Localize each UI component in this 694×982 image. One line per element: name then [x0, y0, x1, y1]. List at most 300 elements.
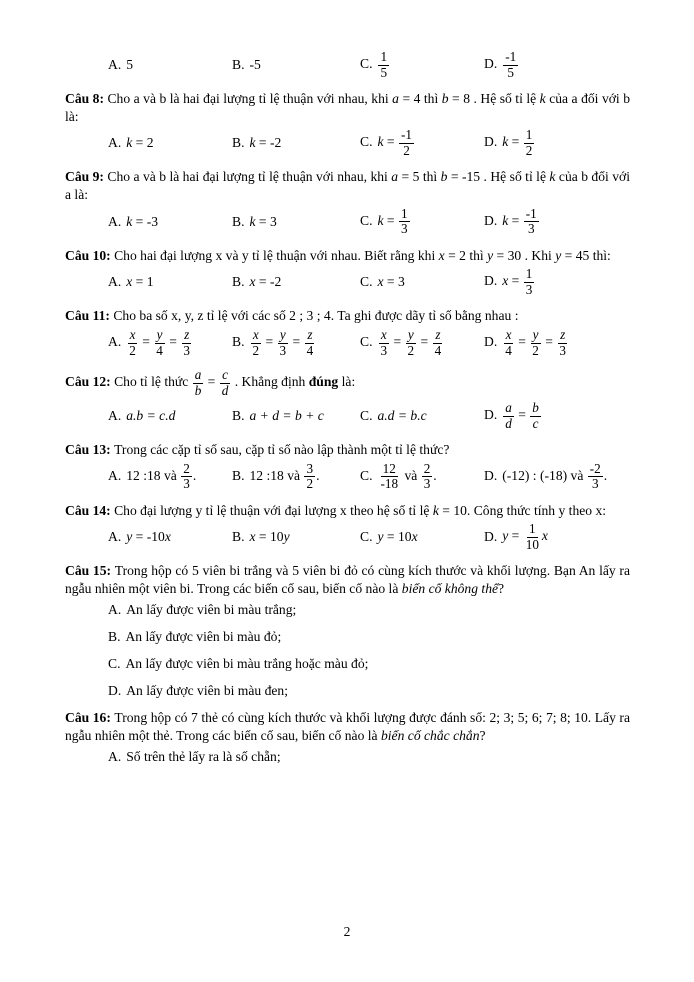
answer-option — [108, 628, 630, 646]
bold-run: Câu 12: — [65, 374, 115, 390]
question-block — [65, 502, 630, 556]
math-run: x — [126, 274, 133, 290]
answer-option — [360, 462, 484, 492]
answer-option — [232, 214, 360, 230]
fraction-denominator: 2 — [403, 142, 410, 158]
option-label: C. — [108, 656, 121, 672]
option-label: A. — [108, 467, 122, 483]
text-run: An lấy được viên bi màu trắng; — [126, 601, 297, 617]
text-run: = -2 — [255, 135, 282, 151]
text-run: = -10 — [132, 529, 165, 545]
italic-run: biến cố không thể — [401, 581, 499, 597]
option-label: D. — [484, 528, 498, 544]
fraction-denominator: 2 — [532, 342, 539, 358]
answer-option — [108, 274, 232, 290]
fraction — [422, 462, 433, 492]
answer-option — [232, 274, 360, 290]
options — [108, 325, 630, 361]
question-block — [65, 47, 630, 83]
text-run: = — [514, 334, 530, 350]
fraction-denominator: d — [221, 382, 229, 398]
text-run: Số trên thẻ lấy ra là số chẵn; — [126, 748, 281, 764]
fraction — [503, 401, 514, 431]
option-label: D. — [484, 134, 498, 150]
math-run: y — [283, 529, 290, 545]
text-run: = 5 thì — [398, 169, 441, 185]
question-block — [65, 709, 630, 765]
fraction-numerator: x — [252, 327, 259, 343]
fraction-denominator: 3 — [527, 221, 535, 237]
fraction-numerator: -1 — [400, 127, 412, 143]
option-label: C. — [360, 408, 373, 424]
fraction-numerator: y — [279, 327, 286, 343]
options — [108, 459, 630, 495]
answer-option — [484, 401, 630, 431]
options — [108, 745, 630, 766]
answer-option — [360, 50, 484, 80]
fraction-denominator: c — [532, 415, 539, 431]
fraction — [530, 328, 541, 358]
answer-option — [108, 529, 232, 545]
math-run: k — [549, 169, 556, 185]
bold-run: Câu 10: — [65, 247, 115, 263]
text-run: của a đối với b là: — [65, 91, 630, 124]
text-run: = 10 — [383, 529, 412, 545]
fraction-denominator: 10 — [525, 536, 539, 552]
text-run: Trong các cặp tỉ số sau, cặp tỉ số nào lập thành một tỉ lệ thức? — [114, 442, 450, 458]
fraction — [127, 328, 138, 358]
bold-run: Câu 11: — [65, 308, 114, 324]
text-run: = — [383, 134, 398, 150]
text-run: . — [433, 467, 437, 483]
fraction-numerator: 12 — [382, 460, 396, 476]
text-run: = -3 — [132, 213, 159, 229]
text-run: = 3 — [383, 274, 405, 290]
answer-option — [232, 57, 360, 73]
fraction — [378, 462, 400, 492]
fraction-denominator: 3 — [279, 342, 287, 358]
bold-run: Câu 15: — [65, 563, 115, 579]
option-label: C. — [360, 56, 373, 72]
answer-option — [360, 408, 484, 424]
question-text — [65, 368, 630, 398]
fraction — [304, 462, 315, 492]
text-run: = — [508, 134, 523, 150]
fraction-denominator: 2 — [525, 142, 533, 158]
fraction-numerator: 1 — [525, 266, 533, 282]
option-label: B. — [232, 213, 245, 229]
answer-option — [108, 655, 630, 673]
math-run: b — [440, 169, 448, 185]
fraction-numerator: z — [184, 327, 190, 343]
math-run: y — [126, 529, 133, 545]
fraction — [305, 328, 316, 358]
math-run: k — [377, 134, 384, 150]
answer-option — [484, 207, 630, 237]
math-run: k — [432, 502, 439, 518]
option-label: B. — [232, 408, 245, 424]
math-run: x — [541, 528, 548, 544]
math-run: x — [502, 273, 509, 289]
options — [108, 125, 630, 161]
option-label: C. — [360, 212, 373, 228]
math-run: a.d = b.c — [377, 408, 427, 424]
text-run: -5 — [249, 57, 261, 72]
fraction-numerator: z — [435, 327, 441, 343]
fraction-denominator: 3 — [423, 476, 431, 492]
fraction-denominator: 3 — [380, 342, 388, 358]
question-block — [65, 168, 630, 239]
math-run: x — [411, 529, 418, 545]
fraction — [399, 207, 410, 237]
option-label: B. — [232, 529, 245, 545]
fraction-numerator: y — [532, 327, 539, 343]
text-run: Cho tỉ lệ thức — [114, 374, 192, 390]
question-block — [65, 247, 630, 301]
answer-option — [360, 128, 484, 158]
fraction — [220, 368, 231, 398]
fraction-numerator: y — [407, 327, 414, 343]
fraction — [406, 328, 417, 358]
text-run: = — [508, 528, 523, 544]
math-run: x — [249, 529, 256, 545]
fraction — [181, 462, 192, 492]
math-run: x — [249, 274, 256, 290]
option-label: A. — [108, 529, 122, 545]
fraction-denominator: 3 — [183, 342, 190, 358]
answer-option — [232, 529, 360, 545]
option-label: A. — [108, 57, 122, 72]
question-text — [65, 709, 630, 744]
option-label: A. — [108, 748, 122, 764]
text-run: = — [383, 212, 398, 228]
option-label: D. — [108, 683, 122, 699]
fraction — [278, 328, 289, 358]
text-run: An lấy được viên bi màu đen; — [126, 683, 289, 699]
option-label: B. — [232, 467, 245, 483]
math-run: x — [438, 247, 445, 263]
answer-option — [484, 50, 630, 80]
question-text — [65, 502, 630, 520]
fraction-numerator: a — [505, 400, 512, 416]
fraction — [503, 328, 514, 358]
option-label: A. — [108, 601, 122, 617]
fraction — [378, 328, 389, 358]
math-run: k — [502, 134, 509, 150]
option-label: C. — [360, 467, 373, 483]
answer-option — [108, 135, 232, 151]
answer-option — [360, 274, 484, 290]
text-run: Trong hộp có 7 thẻ có cùng kích thước và khối lượng được đánh số: 2; 3; 5; 6; 7; 8; 10. Lấy ra ngẫu nhiên một thẻ. Trong các biến cố sau, biến cố nào là — [65, 710, 630, 744]
math-run: x — [164, 529, 171, 545]
question-text — [65, 247, 630, 265]
answer-option — [360, 529, 484, 545]
fraction-numerator: 1 — [380, 49, 388, 64]
fraction-numerator: x — [505, 327, 512, 343]
answer-option — [232, 408, 360, 424]
option-label: A. — [108, 213, 122, 229]
option-label: A. — [108, 274, 122, 290]
text-run: . — [316, 467, 320, 483]
fraction — [193, 368, 204, 398]
fraction-numerator: z — [307, 327, 313, 343]
text-run: Cho a và b là hai đại lượng tỉ lệ thuận với nhau, khi — [107, 169, 392, 185]
math-run: k — [377, 212, 384, 228]
fraction-numerator: -1 — [525, 205, 537, 221]
math-run: k — [249, 135, 256, 151]
answer-option — [108, 748, 630, 766]
math-run: k — [539, 91, 546, 106]
answer-option — [108, 328, 232, 358]
option-label: C. — [360, 529, 373, 545]
fraction — [524, 128, 535, 158]
math-run: y — [502, 528, 509, 544]
option-label: C. — [360, 334, 373, 350]
bold-run: Câu 16: — [65, 710, 115, 726]
text-run: ? — [498, 581, 505, 597]
bold-run: đúng — [308, 374, 339, 390]
question-text — [65, 441, 630, 459]
fraction-numerator: 2 — [423, 460, 431, 476]
answer-option — [108, 408, 232, 424]
math-run: y — [487, 247, 494, 263]
page-number: 2 — [343, 924, 351, 939]
text-run: và — [401, 467, 421, 483]
math-run: k — [502, 212, 509, 228]
text-run: ? — [479, 728, 486, 744]
bold-run: Câu 13: — [65, 442, 115, 458]
answer-option — [484, 328, 630, 358]
text-run: 5 — [126, 57, 134, 72]
fraction-denominator: 5 — [380, 64, 388, 80]
question-block — [65, 90, 630, 161]
italic-run: biến cố chắc chắn — [380, 728, 480, 744]
math-run: k — [249, 213, 256, 229]
fraction-numerator: 3 — [306, 460, 314, 476]
fraction — [433, 328, 444, 358]
math-run: a + d = b + c — [249, 408, 324, 424]
fraction — [524, 522, 541, 552]
fraction — [588, 462, 603, 492]
fraction-numerator: x — [129, 327, 136, 343]
text-run: = 10. Công thức tính y theo x: — [438, 502, 607, 518]
question-text — [65, 562, 630, 597]
answer-option — [108, 601, 630, 619]
options — [108, 47, 630, 83]
answer-option — [484, 267, 630, 297]
text-run: = — [138, 334, 154, 350]
fraction-numerator: b — [532, 400, 539, 416]
text-run: 12 :18 và — [249, 467, 304, 483]
answer-option — [108, 462, 232, 492]
text-run: = — [165, 334, 181, 350]
option-label: B. — [232, 334, 245, 350]
math-run: y — [555, 247, 562, 263]
fraction — [181, 328, 192, 358]
fraction-numerator: y — [156, 327, 163, 343]
fraction-denominator: 2 — [407, 342, 415, 358]
option-label: B. — [232, 274, 245, 290]
text-run: . Khẳng định — [231, 374, 309, 390]
fraction — [378, 50, 389, 80]
text-run: là: — [338, 374, 356, 390]
text-run: 12 :18 và — [126, 467, 181, 483]
fraction-numerator: 1 — [529, 521, 536, 537]
fraction-denominator: 4 — [156, 342, 163, 358]
question-text — [65, 168, 630, 203]
text-run: = — [508, 212, 523, 228]
fraction-denominator: -18 — [380, 476, 399, 492]
text-run: = 10 — [255, 529, 284, 545]
text-run: = 3 — [255, 213, 277, 229]
text-run: = 2 — [132, 135, 154, 151]
fraction-numerator: x — [380, 327, 387, 343]
fraction-numerator: a — [194, 367, 202, 383]
text-run: Cho đại lượng y tỉ lệ thuận với đại lượng x theo hệ số tỉ lệ — [114, 502, 433, 518]
option-label: A. — [108, 408, 122, 424]
option-label: D. — [484, 467, 498, 483]
fraction — [557, 328, 568, 358]
answer-option — [108, 214, 232, 230]
fraction-denominator: 3 — [525, 281, 533, 297]
option-label: B. — [232, 135, 245, 151]
math-run: b — [441, 91, 449, 106]
text-run: = — [289, 334, 304, 350]
options — [108, 598, 630, 700]
option-label: A. — [108, 334, 122, 350]
fraction-denominator: 4 — [505, 342, 512, 358]
fraction — [530, 401, 541, 431]
bold-run: Câu 14: — [65, 502, 115, 518]
question-block — [65, 562, 630, 700]
fraction-denominator: 2 — [129, 342, 136, 358]
answer-option — [360, 328, 484, 358]
options — [108, 264, 630, 300]
option-label: C. — [360, 134, 373, 150]
answer-option — [484, 462, 630, 492]
math-run: a.b = c.d — [126, 408, 176, 424]
answer-option — [108, 682, 630, 700]
question-text — [65, 307, 630, 325]
questions-area — [65, 47, 630, 765]
fraction-numerator: -1 — [505, 49, 517, 64]
option-label: D. — [484, 334, 498, 350]
option-label: D. — [484, 407, 498, 423]
fraction-numerator: 2 — [183, 460, 190, 476]
fraction — [399, 128, 414, 158]
text-run: = — [514, 407, 530, 423]
option-label: D. — [484, 212, 498, 228]
option-label: D. — [484, 56, 498, 72]
answer-option — [360, 207, 484, 237]
fraction-denominator: 2 — [306, 476, 314, 492]
math-run: x — [377, 274, 384, 290]
question-block — [65, 441, 630, 495]
math-run: k — [126, 135, 133, 151]
answer-option — [484, 522, 630, 552]
fraction-denominator: 4 — [434, 342, 442, 358]
option-label: B. — [232, 57, 245, 72]
question-block — [65, 368, 630, 434]
fraction-denominator: d — [505, 415, 512, 431]
answer-option — [232, 135, 360, 151]
answer-option — [484, 128, 630, 158]
text-run: Cho hai đại lượng x và y tỉ lệ thuận với nhau. Biết rằng khi — [114, 247, 439, 263]
fraction-numerator: 1 — [525, 127, 533, 143]
fraction — [503, 50, 518, 80]
fraction-denominator: 4 — [306, 342, 314, 358]
options — [108, 204, 630, 240]
answer-option — [108, 57, 232, 73]
bold-run: Câu 9: — [65, 169, 108, 185]
option-label: A. — [108, 135, 122, 151]
fraction-numerator: 1 — [400, 205, 408, 221]
option-label: D. — [484, 273, 498, 289]
text-run: An lấy được viên bi màu trắng hoặc màu đỏ; — [125, 656, 369, 672]
text-run: . — [603, 467, 608, 483]
fraction-denominator: 3 — [400, 221, 408, 237]
fraction — [524, 267, 535, 297]
fraction — [524, 207, 539, 237]
math-run: k — [126, 213, 133, 229]
fraction-denominator: 3 — [559, 342, 566, 358]
text-run: = 45 thì: — [561, 247, 611, 263]
text-run: = 8 . Hệ số tỉ lệ — [448, 91, 540, 106]
text-run: = 2 thì — [444, 247, 488, 263]
text-run: của b đối với a là: — [65, 169, 631, 203]
options — [108, 519, 630, 555]
text-run: = — [508, 273, 523, 289]
text-run: = 4 thì — [398, 91, 442, 106]
option-label: C. — [360, 274, 373, 290]
text-run: Cho a và b là hai đại lượng tỉ lệ thuận với nhau, khi — [107, 91, 393, 106]
answer-option — [232, 462, 360, 492]
text-run: = -15 . Hệ số tỉ lệ — [447, 169, 550, 185]
option-label: B. — [108, 628, 121, 644]
fraction — [154, 328, 165, 358]
math-run: a — [391, 169, 399, 185]
text-run: = — [204, 374, 219, 390]
fraction-numerator: -2 — [589, 460, 601, 476]
text-run: = 1 — [132, 274, 154, 290]
question-text — [65, 90, 630, 125]
text-run: = — [262, 334, 277, 350]
text-run: Trong hộp có 5 viên bi trắng và 5 viên bi đỏ có cùng kích thước và khối lượng. Bạn An lấy ra ngẫu nhiên một viên bi. Trong các biến cố sau, biến cố nào là — [65, 563, 630, 597]
fraction-denominator: 3 — [591, 476, 599, 492]
fraction-numerator: c — [222, 367, 228, 383]
fraction-denominator: b — [194, 382, 202, 398]
text-run: (-12) : (-18) và — [502, 467, 587, 483]
text-run: = — [541, 334, 557, 350]
question-block — [65, 307, 630, 361]
text-run: Cho ba số x, y, z tỉ lệ với các số 2 ; 3 ; 4. Ta ghi được dãy tỉ số bằng nhau : — [113, 308, 519, 324]
answer-option — [232, 328, 360, 358]
math-run: y — [377, 529, 384, 545]
fraction-denominator: 5 — [507, 64, 515, 80]
text-run: . — [192, 467, 197, 483]
math-run: a — [392, 91, 399, 106]
fraction-numerator: z — [560, 327, 566, 343]
fraction — [250, 328, 261, 358]
text-run: An lấy được viên bi màu đỏ; — [125, 628, 282, 644]
text-run: = -2 — [255, 274, 282, 290]
fraction-denominator: 3 — [183, 476, 190, 492]
text-run: = — [417, 334, 432, 350]
text-run: = — [390, 334, 405, 350]
fraction-denominator: 2 — [252, 342, 260, 358]
text-run: = 30 . Khi — [493, 247, 556, 263]
bold-run: Câu 8: — [65, 91, 108, 106]
